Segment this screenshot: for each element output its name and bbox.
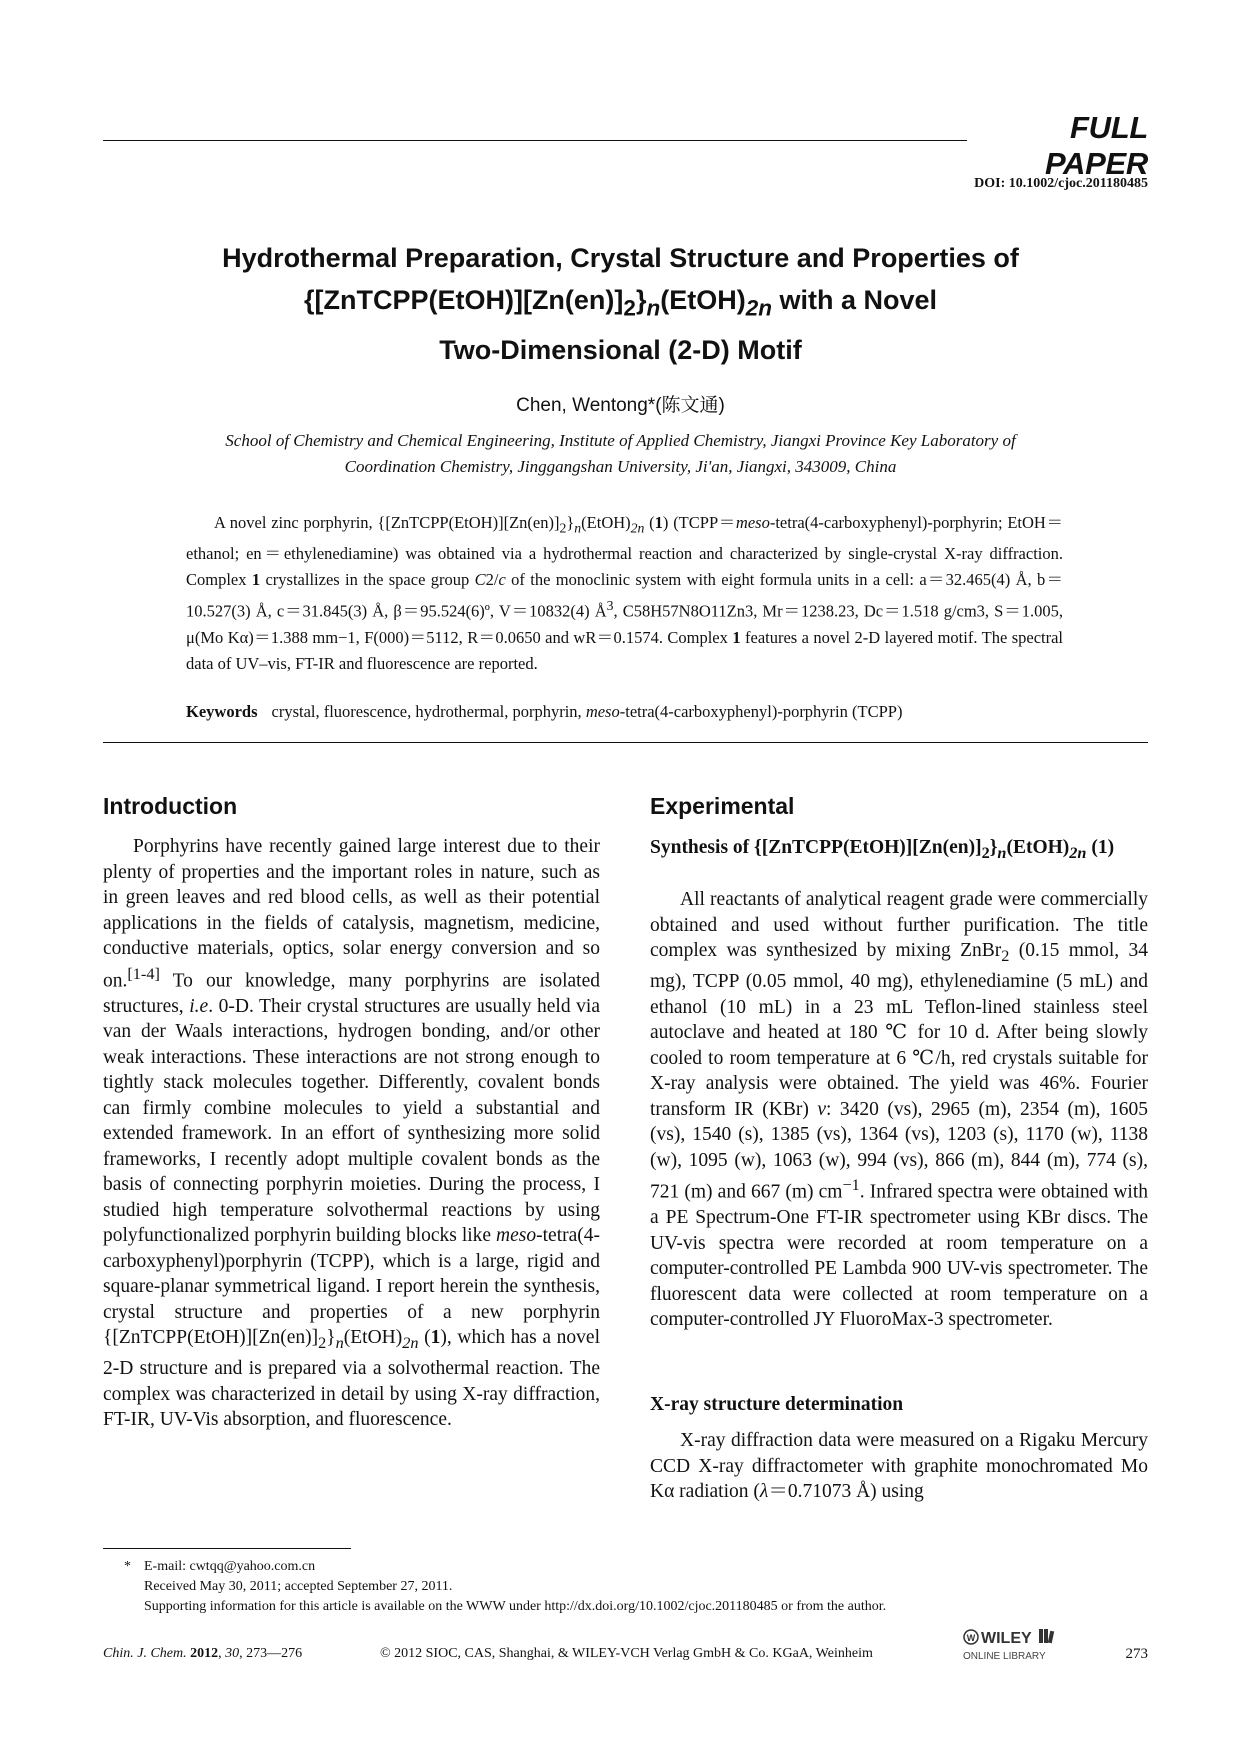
introduction-paragraph: Porphyrins have recently gained large interest due to their plenty of properties and the important roles in nature, such as in green leaves and red blood cells, as well as their potential applications in the fields of catalysis, magnetism, medicine, conductive materials, optics, solar energy conversion and so on.[1-4] To our knowledge, many porphyrins are isolated structures, i.e. 0-D. Their crystal structures are usually held via van der Waals interactions, hydrogen bonding, and/or other weak interactions. These interactions are not strong enough to tightly stack molecules together. Differently, covalent bonds can firmly combine molecules to yield a substantial and extended framework. In an effort of synthesizing more solid frameworks, I recently adopt multiple covalent bonds as the basis of connecting porphyrin moieties. During the process, I studied high temperature solvothermal reactions by using polyfunctionalized porphyrin building blocks like meso-tetra(4-carboxyphenyl)porphyrin (TCPP), which is a large, rigid and square-planar symmetrical ligand. I report herein the synthesis, crystal structure and properties of a new porphyrin $\{[ZnTCPP(EtOH)][Zn(en)]_2\}_n(EtOH)_{2n}$ (1), which has a novel 2-D structure and is prepared via a solvothermal reaction. The complex was characterized in detail by using X-ray diffraction, FT-IR, UV-Vis absorption, and fluorescence. [103, 836, 601, 1431]
svg-text:W: W [966, 1633, 976, 1643]
doi: DOI: 10.1002/cjoc.201180485 [974, 176, 1148, 191]
affiliation: School of Chemistry and Chemical Engineering, Institute of Applied Chemistry, Jiangxi Province Key Laboratory of Coordination Chemistry, Jinggangshan University, Ji'an, Jiangxi, 343009, China [225, 431, 1016, 476]
xray-paragraph: X-ray diffraction data were measured on a Rigaku Mercury CCD X-ray diffractometer with graphite monochromated Mo Kα radiation (λ＝0.71073 Å) using [650, 1430, 1148, 1502]
xray-heading: X-ray structure determination [650, 1394, 904, 1415]
abstract-divider [103, 742, 1148, 743]
footnote-email: * E-mail: cwtqq@yahoo.com.cn [124, 1559, 316, 1574]
section-label: FULL PAPER [1044, 110, 1148, 181]
header-rule [103, 140, 967, 141]
synthesis-paragraph: All reactants of analytical reagent grade were commercially obtained and used without further purification. The title complex was synthesized by mixing ZnBr$_2$ (0.15 mmol, 34 mg), TCPP (0.05 mmol, 40 mg), ethylenediamine (5 mL) and ethanol (10 mL) in a 23 mL Teflon-lined stainless steel autoclave and heated at 180 ℃ for 10 d. After being slowly cooled to room temperature at 6 ℃/h, red crystals suitable for X-ray analysis were obtained. The yield was 46%. Fourier transform IR (KBr) ν: 3420 (vs), 2965 (m), 2354 (m), 1605 (vs), 1540 (s), 1385 (vs), 1364 (vs), 1203 (s), 1170 (w), 1138 (w), 1095 (w), 1063 (w), 994 (vs), 866 (m), 844 (m), 774 (s), 721 (m) and 667 (m) $cm^{-1}$. Infrared spectra were obtained with a PE Spectrum-One FT-IR spectrometer using KBr discs. The UV-vis spectra were recorded at room temperature on a computer-controlled PE Lambda 900 UV-vis spectrometer. The fluorescent data were collected at room temperature on a computer-controlled JY FluoroMax-3 spectrometer. [650, 889, 1148, 1331]
experimental-heading: Experimental [650, 793, 795, 819]
synthesis-heading: Synthesis of $\{[ZnTCPP(EtOH)][Zn(en)]_2\}_n(EtOH)_{2n}$ (1) [650, 837, 1115, 862]
title-line-1: Hydrothermal Preparation, Crystal Structure and Properties of [222, 243, 1019, 273]
footnotes [124, 1557, 1154, 1617]
wiley-logo-graphic [963, 1625, 1073, 1665]
wiley-online-library-logo [963, 1625, 1073, 1665]
logo-wiley-text: WILEY [981, 1630, 1032, 1647]
footnote-received: Received May 30, 2011; accepted September 27, 2011. [144, 1579, 453, 1594]
logo-online-library-text: ONLINE LIBRARY [963, 1651, 1046, 1662]
paper-title [150, 237, 1091, 371]
keywords: Keywords crystal, fluorescence, hydrothermal, porphyrin, meso-tetra(4-carboxyphenyl)-porphyrin (TCPP) [186, 702, 903, 721]
footnote-divider [103, 1548, 351, 1549]
footnote-supporting: Supporting information for this article is available on the WWW under http://dx.doi.org/10.1002/cjoc.201180485 or from the author. [144, 1599, 887, 1614]
title-line-2: $\{[ZnTCPP(EtOH)][Zn(en)]_2\}_n(EtOH)_{2n}$ with a Novel [303, 285, 937, 321]
abstract: A novel zinc porphyrin, $\{[ZnTCPP(EtOH)][Zn(en)]_2\}_n(EtOH)_{2n}$ (1) (TCPP＝meso-tetra(4-carboxyphenyl)-porphyrin; EtOH＝ethanol; en＝ethylenediamine) was obtained via a hydrothermal reaction and characterized by single-crystal X-ray diffraction. Complex 1 crystallizes in the space group C2/c of the monoclinic system with eight formula units in a cell: a＝32.465(4) Å, b＝10.527(3) Å, c＝31.845(3) Å, β＝95.524(6)º, V＝10832(4) $Å^3$, C58H57N8O11Zn3, Mr＝1238.23, Dc＝1.518 g/cm3, S＝1.005, μ(Mo Kα)＝1.388 mm−1, F(000)＝5112, R＝0.0650 and wR＝0.1574. Complex 1 features a novel 2-D layered motif. The spectral data of UV–vis, FT-IR and fluorescence are reported. [186, 513, 1064, 673]
journal-reference: Chin. J. Chem. 2012, 30, 273—276 [103, 1646, 303, 1661]
copyright: © 2012 SIOC, CAS, Shanghai, & WILEY-VCH Verlag GmbH & Co. KGaA, Weinheim [380, 1646, 873, 1661]
introduction-heading: Introduction [103, 793, 238, 819]
title-line-3: Two-Dimensional (2-D) Motif [439, 335, 802, 366]
author: Chen, Wentong*(陈文通) [516, 395, 725, 416]
page-number: 273 [1125, 1646, 1148, 1662]
